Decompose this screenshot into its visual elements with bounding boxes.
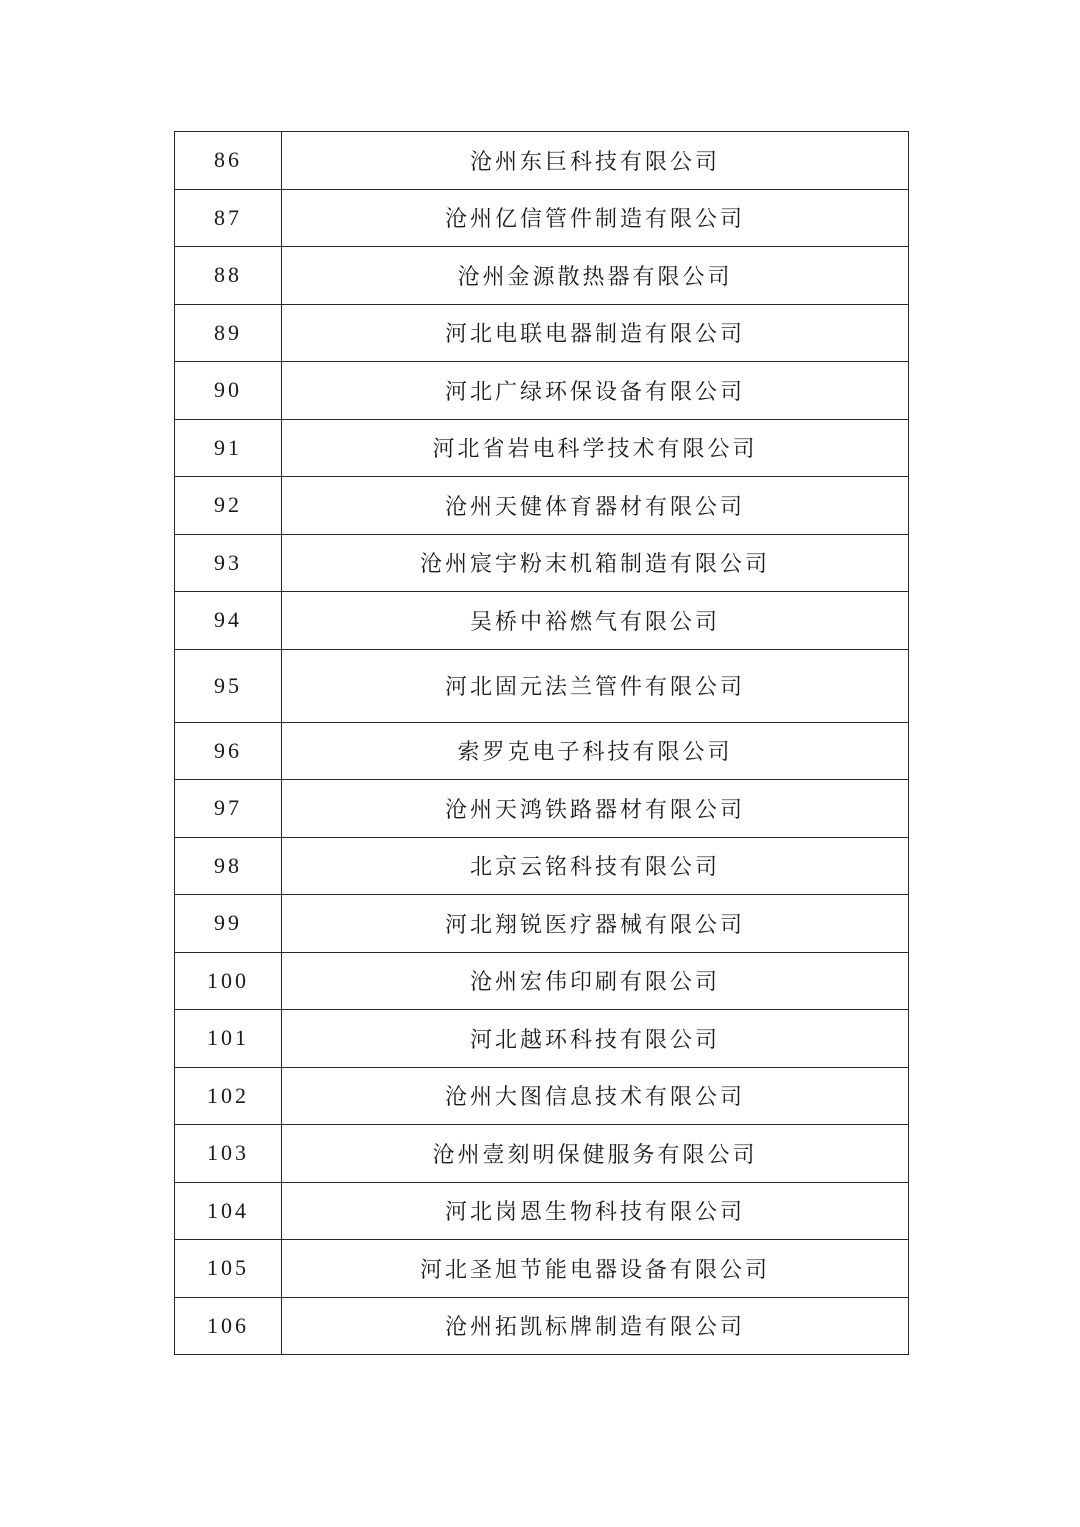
row-number: 101 bbox=[175, 1010, 282, 1068]
table-row bbox=[175, 304, 909, 362]
row-number: 95 bbox=[175, 649, 282, 722]
company-name: 河北电联电器制造有限公司 bbox=[282, 304, 909, 362]
company-name: 沧州亿信管件制造有限公司 bbox=[282, 189, 909, 247]
row-number: 98 bbox=[175, 837, 282, 895]
row-number: 100 bbox=[175, 952, 282, 1010]
row-number: 106 bbox=[175, 1297, 282, 1355]
company-name: 沧州宏伟印刷有限公司 bbox=[282, 952, 909, 1010]
row-number: 96 bbox=[175, 722, 282, 780]
table-row bbox=[175, 722, 909, 780]
table-row bbox=[175, 1125, 909, 1183]
table-row bbox=[175, 132, 909, 190]
row-number: 86 bbox=[175, 132, 282, 190]
company-name: 河北固元法兰管件有限公司 bbox=[282, 649, 909, 722]
table-row bbox=[175, 837, 909, 895]
table-row bbox=[175, 1067, 909, 1125]
row-number: 104 bbox=[175, 1182, 282, 1240]
row-number: 102 bbox=[175, 1067, 282, 1125]
company-name: 河北广绿环保设备有限公司 bbox=[282, 362, 909, 420]
table-row bbox=[175, 952, 909, 1010]
row-number: 93 bbox=[175, 534, 282, 592]
row-number: 105 bbox=[175, 1240, 282, 1298]
table-row bbox=[175, 247, 909, 305]
row-number: 87 bbox=[175, 189, 282, 247]
table-row bbox=[175, 1182, 909, 1240]
table-row bbox=[175, 1240, 909, 1298]
company-name: 河北翔锐医疗器械有限公司 bbox=[282, 895, 909, 953]
row-number: 88 bbox=[175, 247, 282, 305]
company-name: 河北岗恩生物科技有限公司 bbox=[282, 1182, 909, 1240]
company-list-table bbox=[174, 131, 909, 1355]
table-row bbox=[175, 592, 909, 650]
row-number: 89 bbox=[175, 304, 282, 362]
table-row bbox=[175, 419, 909, 477]
table-row bbox=[175, 649, 909, 722]
company-name: 沧州天鸿铁路器材有限公司 bbox=[282, 780, 909, 838]
table-row bbox=[175, 780, 909, 838]
row-number: 90 bbox=[175, 362, 282, 420]
table-row bbox=[175, 1297, 909, 1355]
company-name: 沧州天健体育器材有限公司 bbox=[282, 477, 909, 535]
company-name: 沧州壹刻明保健服务有限公司 bbox=[282, 1125, 909, 1183]
company-name: 沧州东巨科技有限公司 bbox=[282, 132, 909, 190]
table-row bbox=[175, 189, 909, 247]
table-row bbox=[175, 362, 909, 420]
company-name: 沧州拓凯标牌制造有限公司 bbox=[282, 1297, 909, 1355]
company-name: 河北省岩电科学技术有限公司 bbox=[282, 419, 909, 477]
company-name: 沧州金源散热器有限公司 bbox=[282, 247, 909, 305]
table-row bbox=[175, 534, 909, 592]
table-row bbox=[175, 1010, 909, 1068]
row-number: 97 bbox=[175, 780, 282, 838]
company-name: 河北越环科技有限公司 bbox=[282, 1010, 909, 1068]
company-name: 沧州宸宇粉末机箱制造有限公司 bbox=[282, 534, 909, 592]
row-number: 94 bbox=[175, 592, 282, 650]
company-name: 吴桥中裕燃气有限公司 bbox=[282, 592, 909, 650]
company-name: 北京云铭科技有限公司 bbox=[282, 837, 909, 895]
row-number: 103 bbox=[175, 1125, 282, 1183]
company-name: 沧州大图信息技术有限公司 bbox=[282, 1067, 909, 1125]
row-number: 91 bbox=[175, 419, 282, 477]
company-name: 河北圣旭节能电器设备有限公司 bbox=[282, 1240, 909, 1298]
company-name: 索罗克电子科技有限公司 bbox=[282, 722, 909, 780]
table-row bbox=[175, 477, 909, 535]
table-row bbox=[175, 895, 909, 953]
row-number: 92 bbox=[175, 477, 282, 535]
row-number: 99 bbox=[175, 895, 282, 953]
